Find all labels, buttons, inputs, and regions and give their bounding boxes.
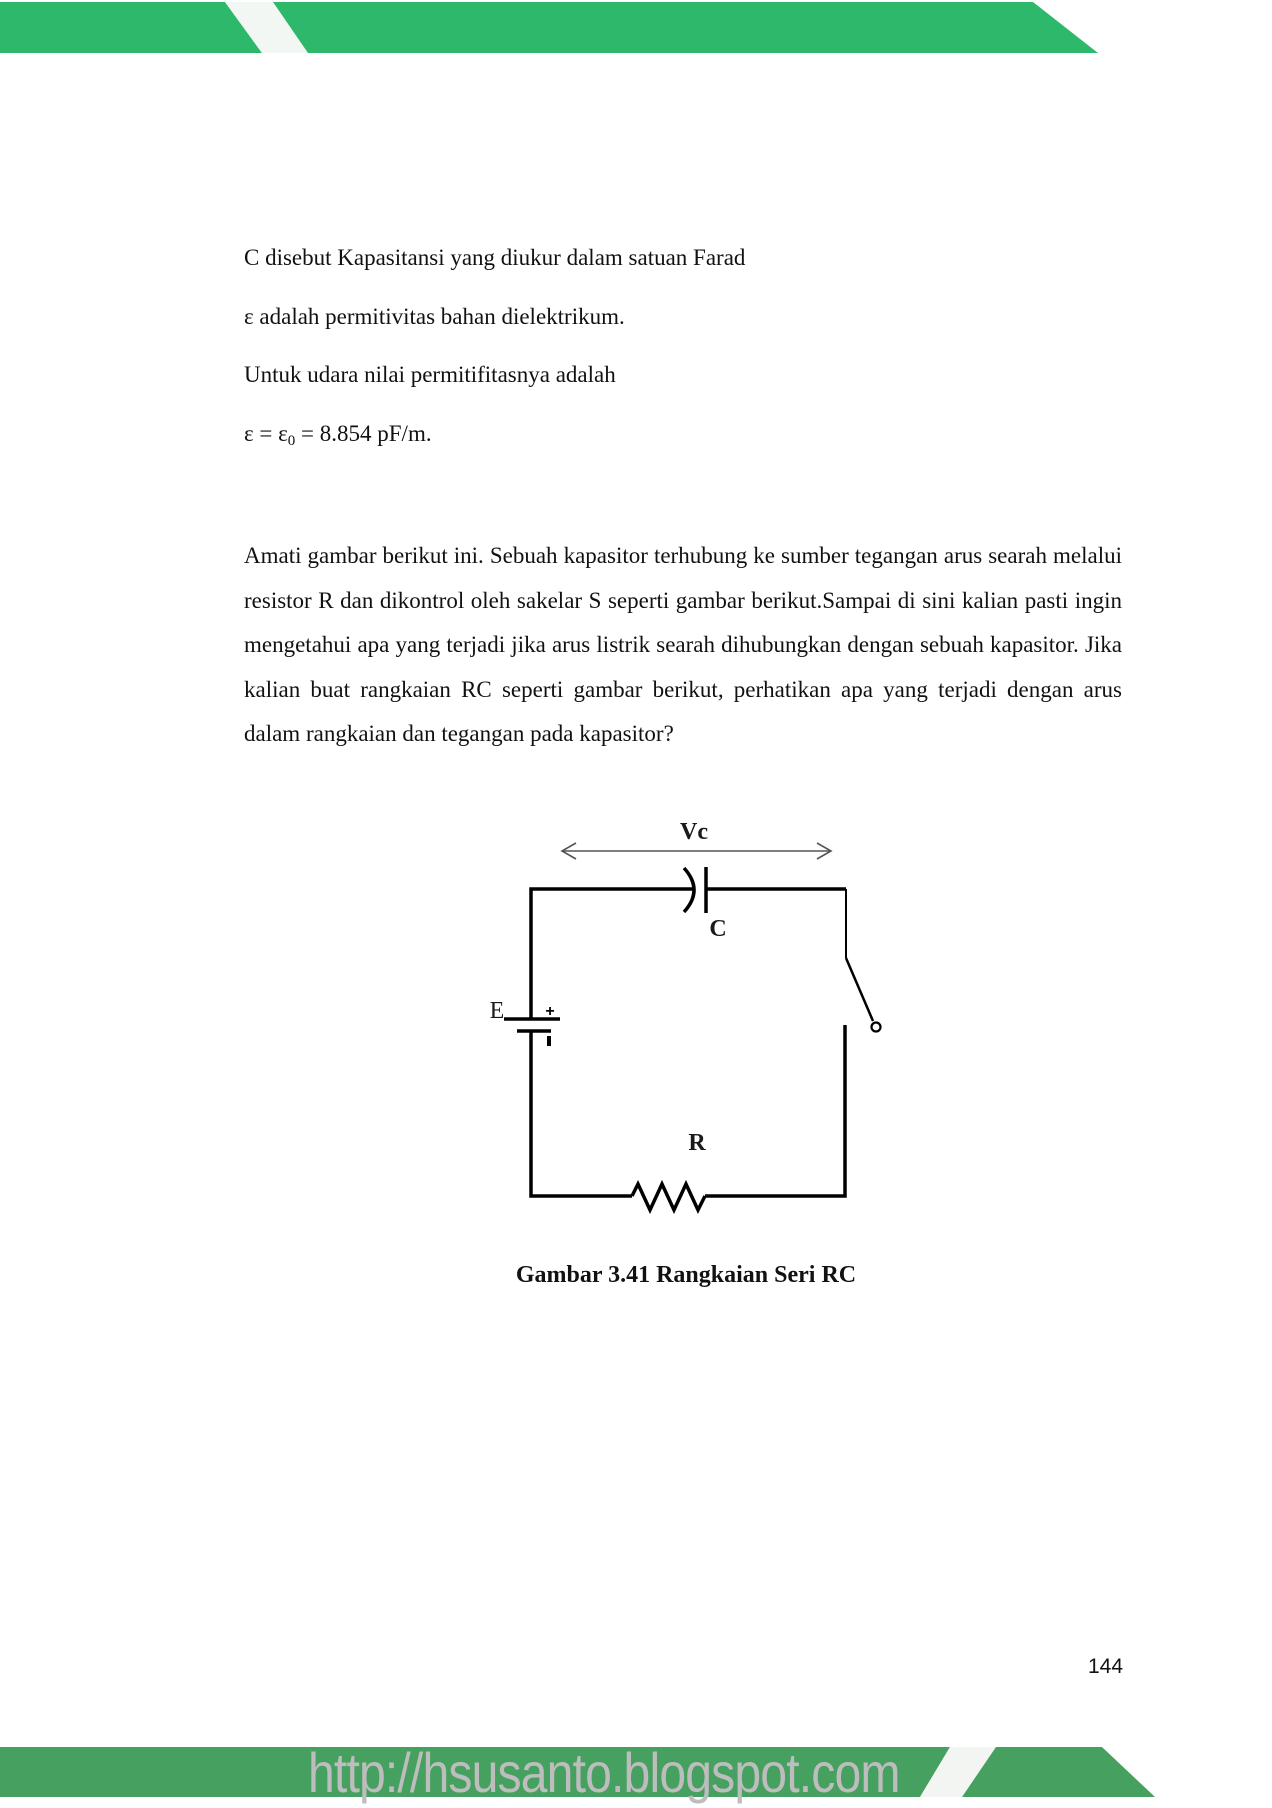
figure-caption: Gambar 3.41 Rangkaian Seri RC (515, 1262, 857, 1288)
definition-air-permittivity: Untuk udara nilai permitifitasnya adalah (244, 362, 616, 387)
definition-permittivity: ε adalah permitivitas bahan dielektrikum. (244, 304, 625, 329)
definition-capacitance: C disebut Kapasitansi yang diukur dalam satuan Farad (244, 245, 746, 270)
header-band (0, 0, 1272, 60)
footer-band-right (962, 1747, 1155, 1797)
blog-url-watermark: http://hsusanto.blogspot.com (308, 1741, 900, 1804)
battery-label: E (489, 998, 505, 1024)
capacitor-label: C (709, 916, 727, 942)
page-number: 144 (1088, 1655, 1124, 1678)
header-band-right (273, 2, 1098, 53)
permittivity-equation (244, 420, 432, 455)
rc-circuit-diagram (480, 800, 900, 1220)
battery-plus-sign: + (545, 1003, 555, 1020)
vc-arrow-icon (562, 843, 831, 859)
vc-label: Vc (680, 819, 708, 845)
switch-icon (846, 958, 881, 1032)
equation-subscript: 0 (287, 433, 296, 449)
resistor-icon (632, 1184, 705, 1210)
equation-rhs: = 8.854 pF/m. (295, 421, 432, 446)
equation-lhs: ε = ε (244, 421, 288, 446)
resistor-label: R (688, 1130, 706, 1156)
body-paragraph: Amati gambar berikut ini. Sebuah kapasitor terhubung ke sumber tegangan arus searah melalui resistor R dan dikontrol oleh sakelar S seperti gambar berikut.Sampai di sini kalian pasti ingin mengetahui apa yang terjadi jika arus listrik searah dihubungkan dengan sebuah kapasitor. Jika kalian buat rangkaian RC seperti gambar berikut, perhatikan apa yang terjadi dengan arus dalam rangkaian dan tegangan pada kapasitor? (244, 543, 1122, 747)
header-band-left (0, 2, 262, 53)
